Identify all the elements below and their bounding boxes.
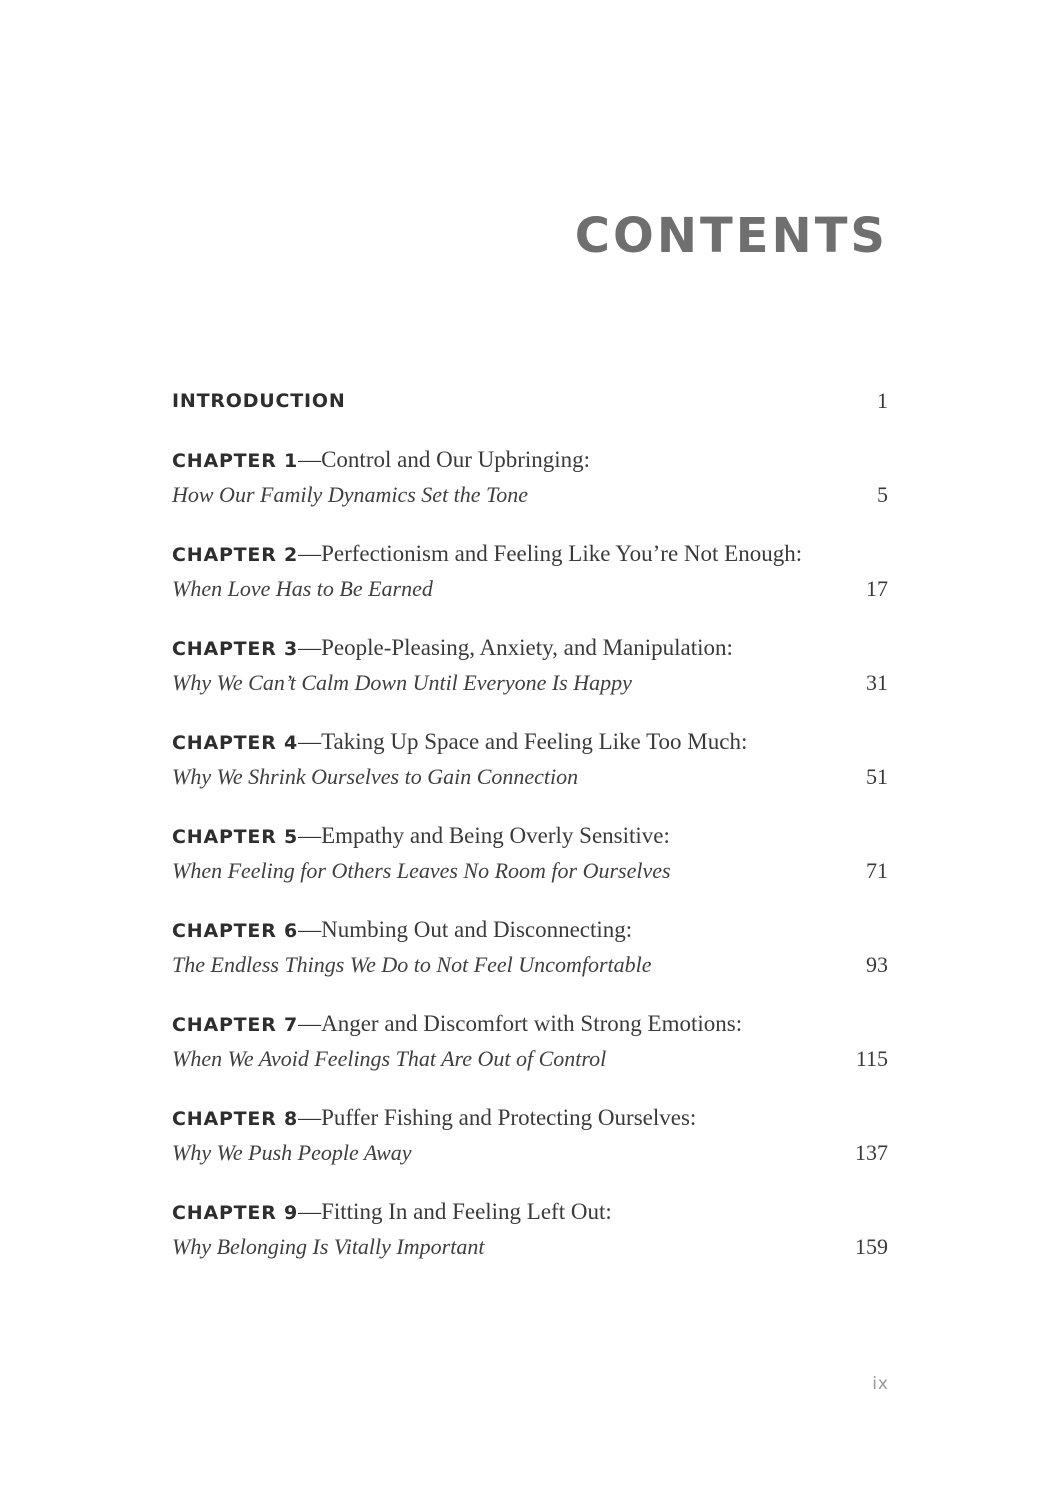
toc-entry-chapter-7[interactable]	[172, 1005, 888, 1075]
chapter-title: Taking Up Space and Feeling Like Too Much:	[321, 729, 748, 754]
toc-entry-chapter-5[interactable]	[172, 817, 888, 887]
em-dash: —	[298, 1011, 322, 1036]
chapter-title: Puffer Fishing and Protecting Ourselves:	[321, 1105, 697, 1130]
toc-entry-chapter-6[interactable]	[172, 911, 888, 981]
em-dash: —	[298, 1105, 322, 1130]
page-title: CONTENTS	[574, 208, 888, 264]
em-dash: —	[298, 917, 322, 942]
chapter-subtitle: How Our Family Dynamics Set the Tone	[172, 482, 529, 507]
chapter-subtitle: Why We Shrink Ourselves to Gain Connection	[172, 764, 579, 789]
chapter-title: Fitting In and Feeling Left Out:	[321, 1199, 612, 1224]
toc-introduction-page: 1	[877, 388, 888, 413]
em-dash: —	[298, 447, 322, 472]
em-dash: —	[298, 635, 322, 660]
chapter-label: CHAPTER 9	[172, 1202, 299, 1224]
toc-entry-chapter-8[interactable]	[172, 1099, 888, 1169]
chapter-subtitle: Why We Can’t Calm Down Until Everyone Is Happy	[172, 670, 632, 695]
chapter-subtitle: Why We Push People Away	[172, 1140, 412, 1165]
chapter-label: CHAPTER 8	[172, 1108, 299, 1130]
toc-entry-chapter-3[interactable]	[172, 629, 888, 699]
table-of-contents	[172, 385, 888, 1263]
chapter-subtitle: The Endless Things We Do to Not Feel Uncomfortable	[172, 952, 652, 977]
toc-entry-chapter-2[interactable]	[172, 535, 888, 605]
chapter-label: CHAPTER 6	[172, 920, 299, 942]
chapter-page-number: 5	[877, 482, 888, 507]
chapter-subtitle: When Feeling for Others Leaves No Room for Ourselves	[172, 858, 671, 883]
em-dash: —	[298, 729, 322, 754]
toc-entry-chapter-4[interactable]	[172, 723, 888, 793]
chapter-subtitle: When We Avoid Feelings That Are Out of Control	[172, 1046, 607, 1071]
chapter-label: CHAPTER 5	[172, 826, 299, 848]
chapter-page-number: 31	[866, 670, 888, 695]
em-dash: —	[298, 823, 322, 848]
chapter-label: CHAPTER 7	[172, 1014, 299, 1036]
chapter-title: Anger and Discomfort with Strong Emotions:	[321, 1011, 743, 1036]
em-dash: —	[298, 541, 322, 566]
chapter-title: Empathy and Being Overly Sensitive:	[321, 823, 670, 848]
chapter-page-number: 71	[866, 858, 888, 883]
chapter-label: CHAPTER 4	[172, 732, 299, 754]
chapter-title: Numbing Out and Disconnecting:	[321, 917, 633, 942]
chapter-page-number: 115	[855, 1046, 888, 1071]
toc-entry-chapter-9[interactable]	[172, 1193, 888, 1263]
chapter-label: CHAPTER 1	[172, 450, 299, 472]
toc-introduction[interactable]	[172, 385, 888, 417]
toc-entry-chapter-1[interactable]	[172, 441, 888, 511]
em-dash: —	[298, 1199, 322, 1224]
chapter-subtitle: Why Belonging Is Vitally Important	[172, 1234, 485, 1259]
page-folio: ix	[872, 1374, 889, 1394]
chapter-title: Perfectionism and Feeling Like You’re Not Enough:	[321, 541, 803, 566]
chapter-title: People-Pleasing, Anxiety, and Manipulation:	[321, 635, 733, 660]
chapter-page-number: 51	[866, 764, 888, 789]
chapter-subtitle: When Love Has to Be Earned	[172, 576, 433, 601]
chapter-page-number: 159	[855, 1234, 888, 1259]
toc-introduction-label: INTRODUCTION	[172, 390, 346, 412]
chapter-label: CHAPTER 3	[172, 638, 299, 660]
chapter-page-number: 137	[855, 1140, 888, 1165]
chapter-page-number: 93	[866, 952, 888, 977]
chapter-page-number: 17	[866, 576, 888, 601]
chapter-label: CHAPTER 2	[172, 544, 299, 566]
chapter-title: Control and Our Upbringing:	[321, 447, 591, 472]
